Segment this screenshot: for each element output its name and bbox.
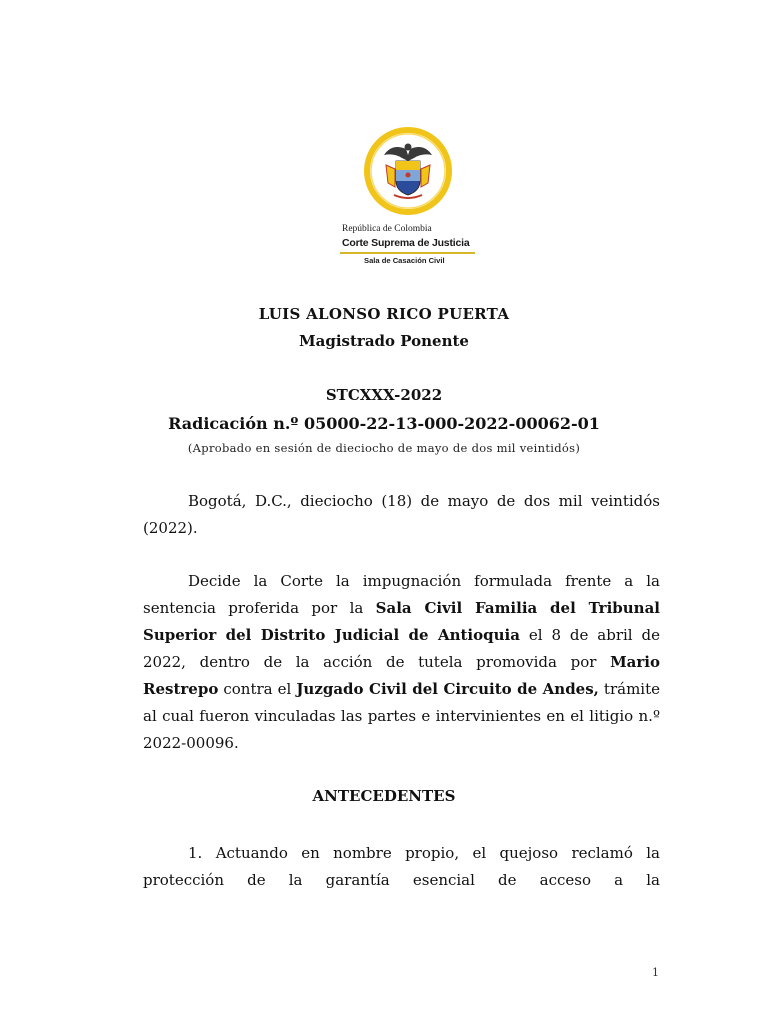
- letterhead-divider: [340, 252, 475, 254]
- decision-text-1: Decide la Corte la impugnación formulada frente a la sentencia proferida por la: [143, 572, 660, 617]
- item1-line-1: 1. Actuando en nombre propio, el quejoso reclamó la: [188, 844, 660, 862]
- decision-text-4: trámite al cual fueron vinculadas las partes e intervinientes en el litigio n.º 2022-00096.: [143, 680, 660, 752]
- decision-text-3: contra el: [218, 680, 297, 698]
- plaintiff-name: Mario Restrepo: [143, 653, 660, 698]
- letterhead-republic: República de Colombia: [342, 224, 432, 234]
- court-letterhead: [340, 120, 478, 275]
- judge-role: Magistrado Ponente: [299, 332, 469, 350]
- date-paragraph: Bogotá, D.C., dieciocho (18) de mayo de dos mil veintidós (2022).: [143, 492, 660, 537]
- letterhead-chamber: Sala de Casación Civil: [364, 256, 445, 265]
- colombia-coat-of-arms-seal: [362, 125, 454, 217]
- item1-line-2: protección de la garantía esencial de acceso a la: [143, 871, 660, 889]
- decision-text-2: el 8 de abril de 2022, dentro de la acción de tutela promovida por: [143, 626, 660, 671]
- letterhead-court: Corte Suprema de Justicia: [342, 237, 470, 249]
- antecedentes-item-1: [143, 840, 660, 894]
- approval-note: (Aprobado en sesión de dieciocho de mayo de dos mil veintidós): [187, 441, 581, 455]
- section-title-antecedentes: ANTECEDENTES: [312, 787, 456, 805]
- judge-name: LUIS ALONSO RICO PUERTA: [258, 305, 510, 323]
- decision-paragraph: [143, 568, 660, 757]
- tribunal-name: Sala Civil Familia del Tribunal Superior del Distrito Judicial de Antioquia: [143, 599, 660, 644]
- case-radicacion: Radicación n.º 05000-22-13-000-2022-00062-01: [168, 414, 600, 433]
- case-code: STCXXX-2022: [325, 386, 443, 404]
- page-number: 1: [652, 966, 659, 979]
- defendant-court: Juzgado Civil del Circuito de Andes,: [296, 680, 599, 698]
